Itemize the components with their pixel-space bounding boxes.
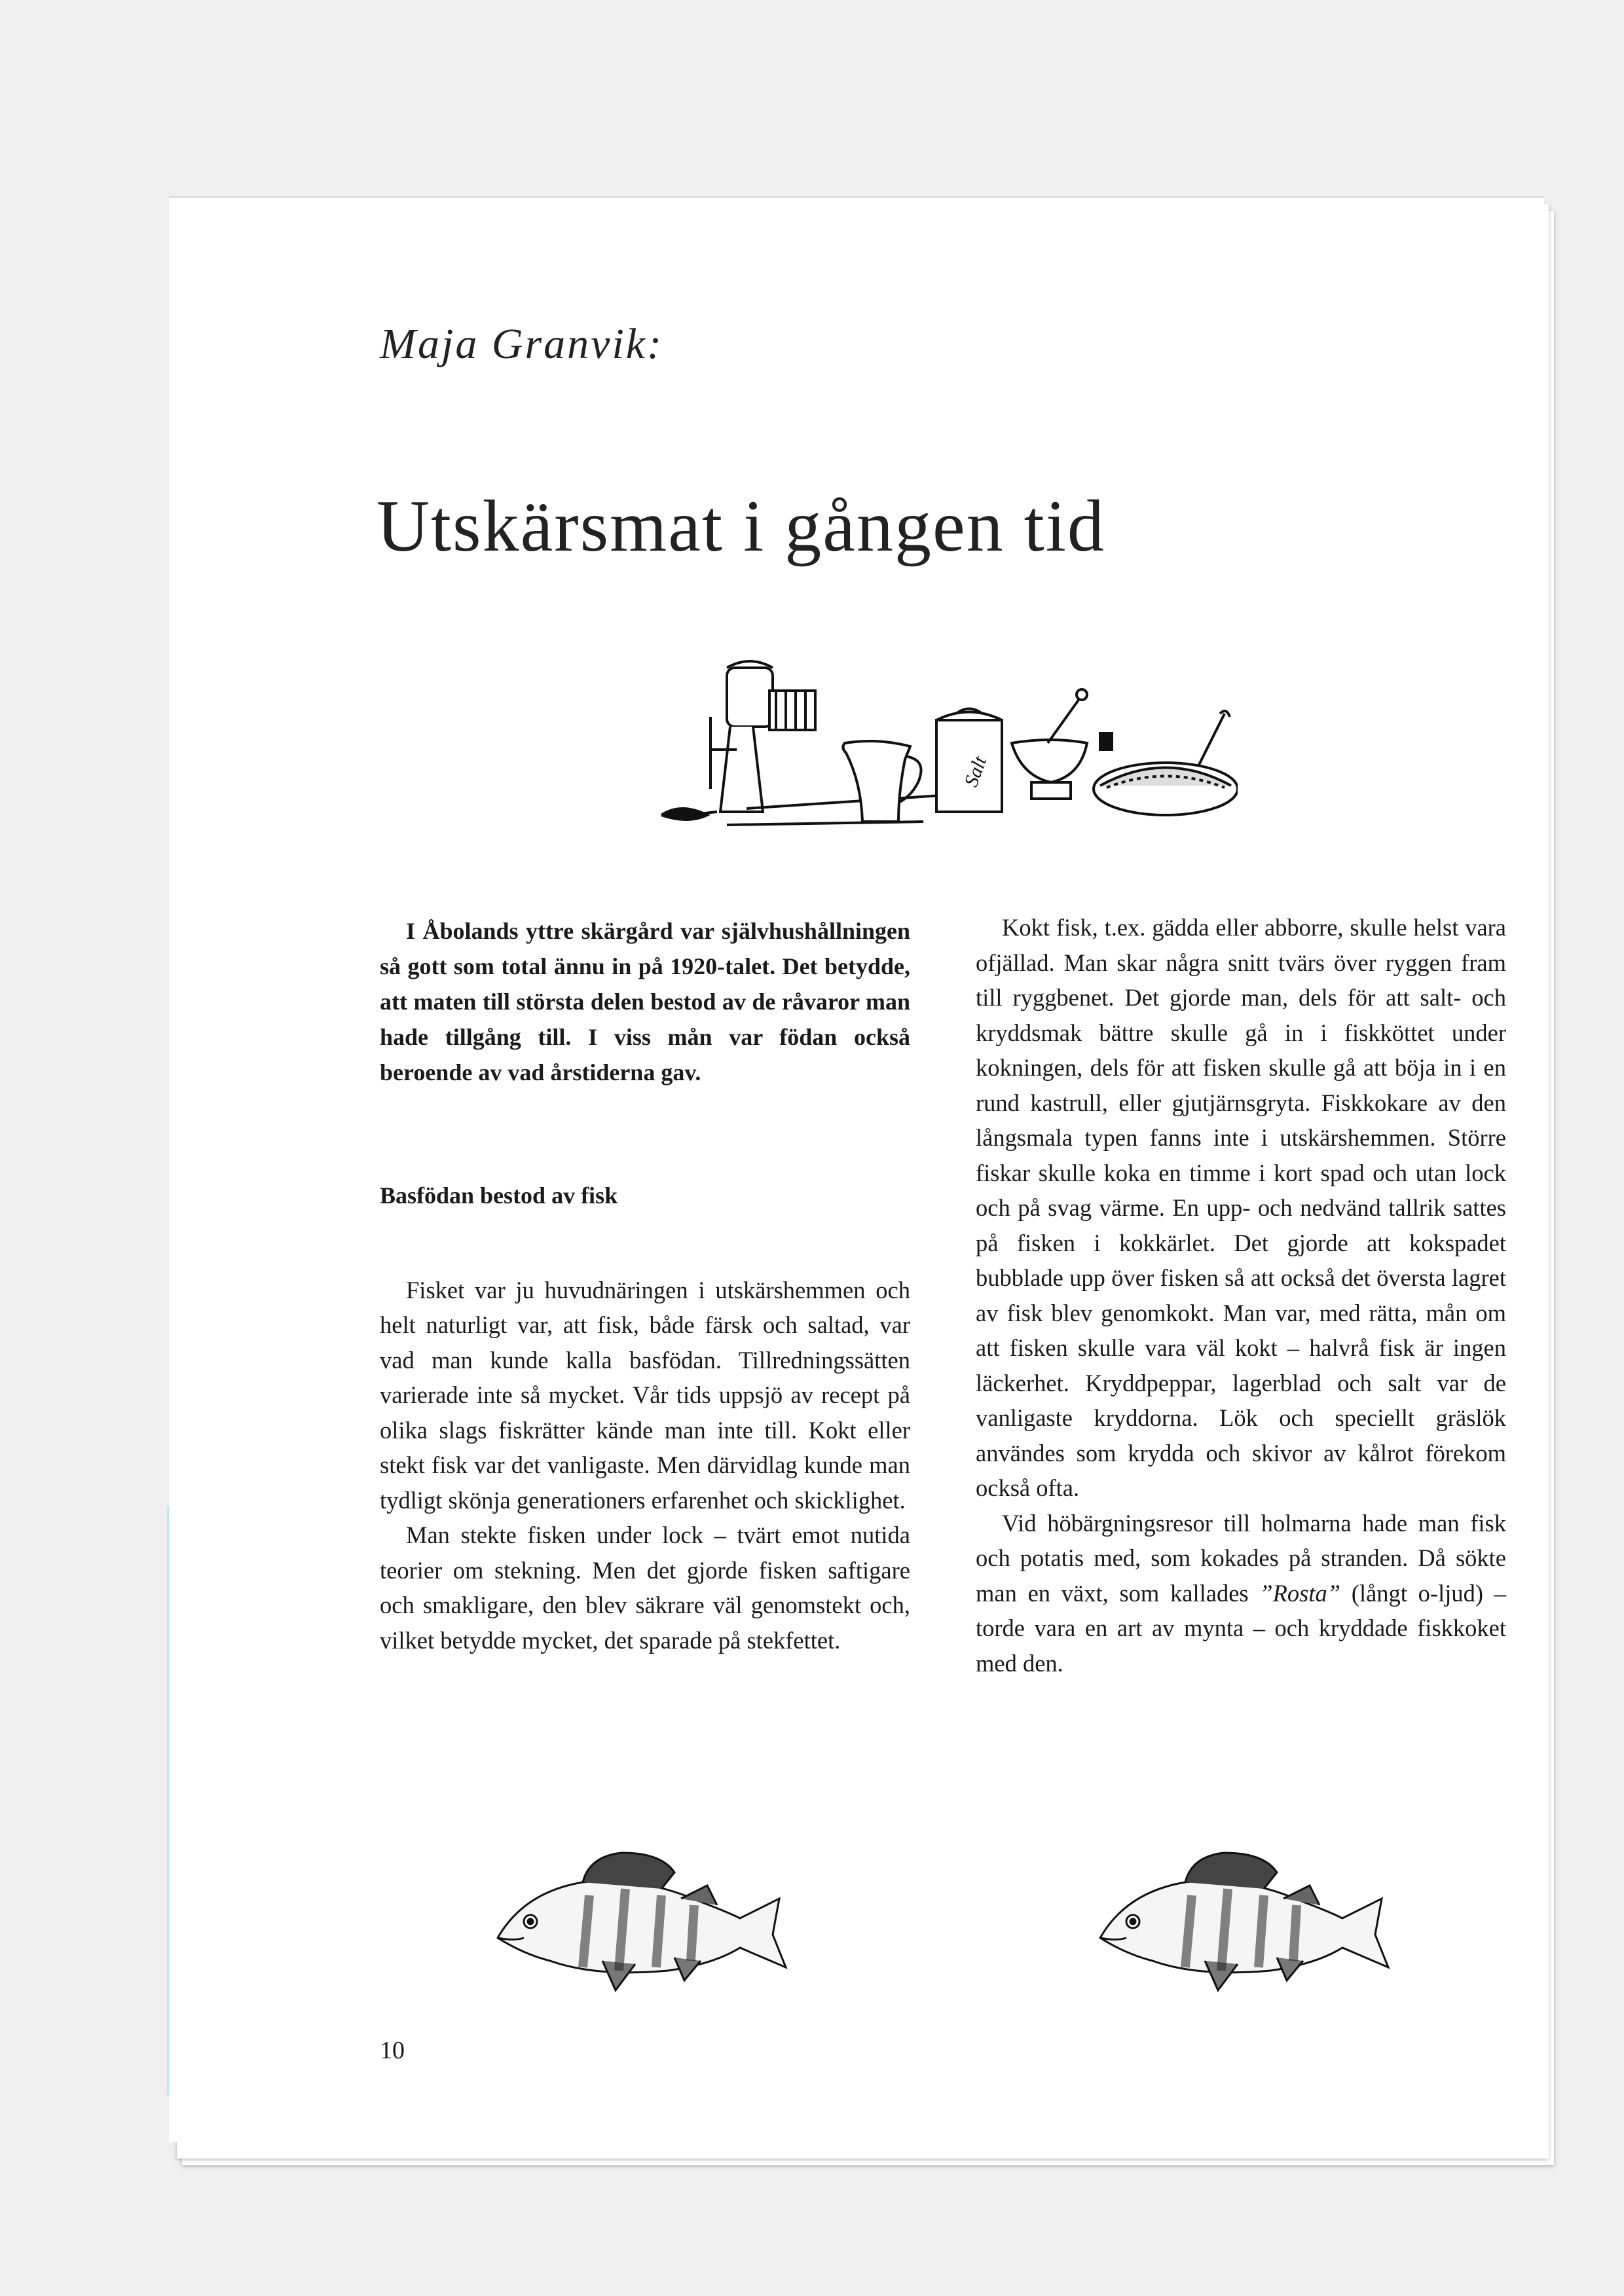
article-title: Utskärsmat i gången tid: [377, 486, 1105, 567]
meat-grinder-icon: [661, 661, 815, 820]
body-paragraph: Man stekte fisken under lock – tvärt emot nutida teorier om stekning. Men det gjorde fisken saftigare och smakligare, den blev säkrare väl genomstekt och, vilket betydde mycket, det sparade på stekfettet.: [380, 1522, 910, 1654]
kitchen-utensils-illustration: [648, 651, 1238, 848]
intro-paragraph: I Åbolands yttre skärgård var självhushållningen så gott som total ännu in på 1920-talet. Det betydde, att maten till största delen bestod av de råvaror man hade tillgång till. I viss mån var födan också beroende av vad årstiderna gav.: [380, 918, 910, 1085]
body-paragraph: Vid höbärgningsresor till holmarna hade man fisk och potatis med, som kokades på stranden. Då sökte man en växt, som kallades ”Rosta” (långt o-ljud) – torde vara en art av mynta – och kryddade fiskkoket med den.: [976, 1509, 1506, 1677]
right-column: [976, 910, 1506, 1681]
author-name: Maja Granvik:: [380, 320, 664, 368]
body-paragraph: Fisket var ju huvudnäringen i utskärshemmen och helt naturligt var, att fisk, både färsk och saltad, var vad man kunde kalla basfödan. Tillredningssätten varierade inte så mycket. Vår tids uppsjö av recept på olika slags fiskrätter kände man inte till. Kokt eller stekt fisk var det vanligaste. Men därvidlag kunde man tydligt skönja generationers erfarenhet och skicklighet.: [380, 1276, 910, 1514]
serving-dish-icon: [1094, 711, 1238, 815]
perch-fish-illustration: [485, 1850, 805, 1994]
page-number: 10: [380, 2037, 405, 2064]
perch-fish-illustration: [1087, 1850, 1408, 1994]
left-column: [380, 913, 910, 1658]
section-heading: Basfödan bestod av fisk: [380, 1182, 618, 1209]
svg-text:Salt: Salt: [960, 754, 991, 790]
jug-icon: [843, 741, 921, 822]
salt-box-icon: [936, 709, 1002, 812]
body-paragraph: Kokt fisk, t.ex. gädda eller abborre, skulle helst vara ofjällad. Man skar några snitt tvärs över ryggen fram till ryggbenet. Det gjorde man, dels för att salt- och kryddsmak bättre skulle gå in i fiskköttet under kokningen, dels för att fisken skulle gå att böja in i en rund kastrull, eller gjutjärnsgryta. Fiskkokare av den långsmala typen fanns inte i utskärshemmen. Större fiskar skulle koka en timme i kort spad och utan lock och på svag värme. En upp- och nedvänd tallrik sattes på fisken i kokkärlet. Det gjorde att kokspadet bubblade upp över fisken så att också det översta lagret av fisk blev genomkokt. Man var, med rätta, mån om att fisken skulle vara väl kokt – halvrå fisk är ingen läckerhet. Kryddpeppar, lagerblad och salt var de vanligaste kryddorna. Lök och speciellt gräslök användes som krydda och skivor av kålrot förekom också ofta.: [976, 914, 1506, 1501]
